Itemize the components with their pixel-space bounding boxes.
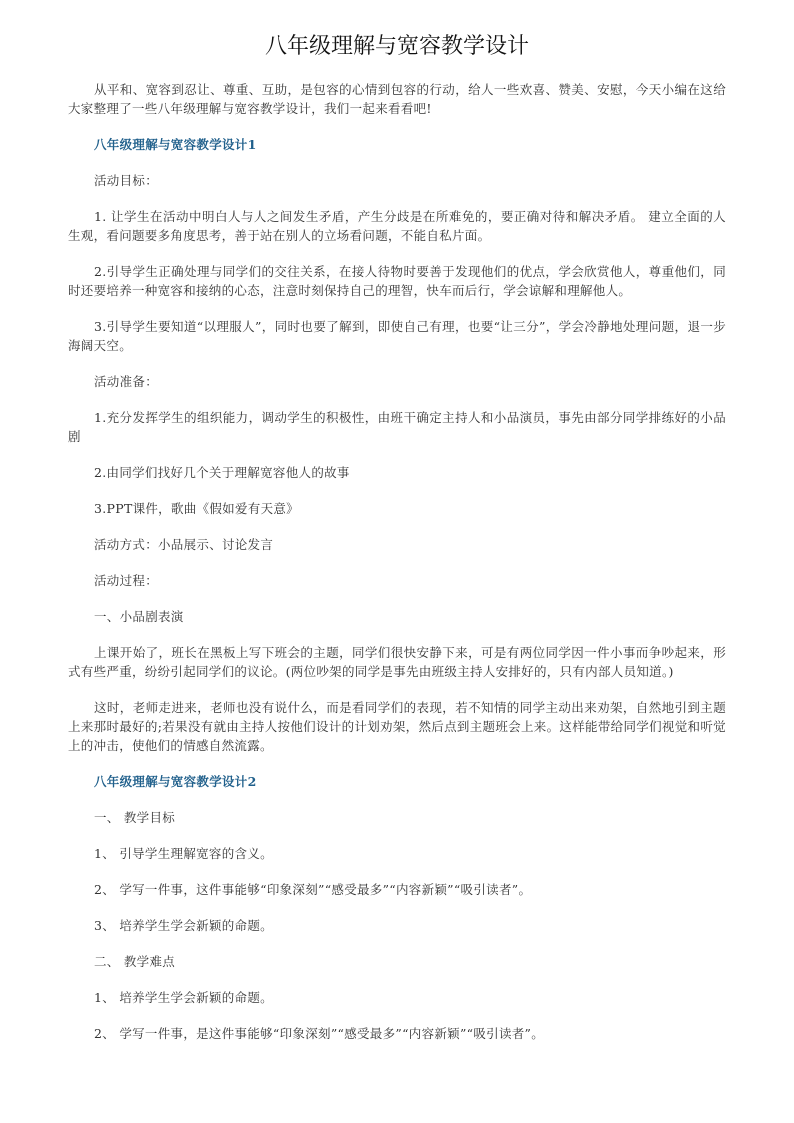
section2-item: 2、 学写一件事，是这件事能够“印象深刻”“感受最多”“内容新颖”“吸引读者”。 [94, 1026, 545, 1041]
prep-item: 2.由同学们找好几个关于理解宽容他人的故事 [94, 465, 350, 480]
prep-item: 3.PPT课件，歌曲《假如爱有天意》 [94, 501, 299, 516]
method-line: 活动方式：小品展示、讨论发言 [94, 537, 274, 552]
goal-item: 3.引导学生要知道“以理服人”，同时也要了解到，即使自己有理，也要“让三分”，学会冷静地处理问题，退一步海阔天空。 [68, 319, 726, 353]
document-body [68, 80, 726, 1043]
section2-item: 2、 学写一件事，这件事能够“印象深刻”“感受最多”“内容新颖”“吸引读者”。 [94, 882, 532, 897]
part1-label: 一、小品剧表演 [94, 609, 184, 624]
intro-paragraph: 从平和、宽容到忍让、尊重、互助，是包容的心情到包容的行动，给人一些欢喜、赞美、安慰，今天小编在这给大家整理了一些八年级理解与宽容教学设计，我们一起来看看吧! [68, 82, 726, 116]
prep-item: 1.充分发挥学生的组织能力，调动学生的积极性，由班干确定主持人和小品演员，事先由部分同学排练好的小品剧 [68, 410, 726, 444]
section2-item: 二、 教学难点 [94, 954, 176, 969]
part1-paragraph: 这时，老师走进来，老师也没有说什么，而是看同学们的表现，若不知情的同学主动出来劝架，自然地引到主题上来那时最好的;若果没有就由主持人按他们设计的计划劝架，然后点到主题班会上来。这样能带给同学们视觉和听觉上的冲击，使他们的情感自然流露。 [68, 700, 726, 753]
section-heading-1: 八年级理解与宽容教学设计1 [94, 137, 257, 152]
section2-item: 1、 培养学生学会新颖的命题。 [94, 990, 273, 1005]
process-label: 活动过程： [94, 573, 159, 588]
goals-label: 活动目标： [94, 173, 159, 188]
goal-item: 1. 让学生在活动中明白人与人之间发生矛盾，产生分歧是在所难免的，要正确对待和解决矛盾。 建立全面的人生观，看问题要多角度思考，善于站在别人的立场看问题，不能自私片面。 [68, 209, 726, 243]
section2-item: 3、 培养学生学会新颖的命题。 [94, 918, 273, 933]
page-title: 八年级理解与宽容教学设计 [264, 34, 529, 59]
prep-label: 活动准备： [94, 374, 159, 389]
section2-item: 一、 教学目标 [94, 810, 176, 825]
goal-item: 2.引导学生正确处理与同学们的交往关系，在接人待物时要善于发现他们的优点，学会欣赏他人，尊重他们，同时还要培养一种宽容和接纳的心态，注意时刻保持自己的理智，快车而后行，学会谅解和理解他人。 [68, 264, 726, 298]
section-heading-2: 八年级理解与宽容教学设计2 [94, 774, 257, 789]
section2-item: 1、 引导学生理解宽容的含义。 [94, 846, 273, 861]
part1-paragraph: 上课开始了，班长在黑板上写下班会的主题，同学们很快安静下来，可是有两位同学因一件小事而争吵起来，形式有些严重，纷纷引起同学们的议论。(两位吵架的同学是事先由班级主持人安排好的，只有内部人员知道。) [68, 645, 726, 679]
